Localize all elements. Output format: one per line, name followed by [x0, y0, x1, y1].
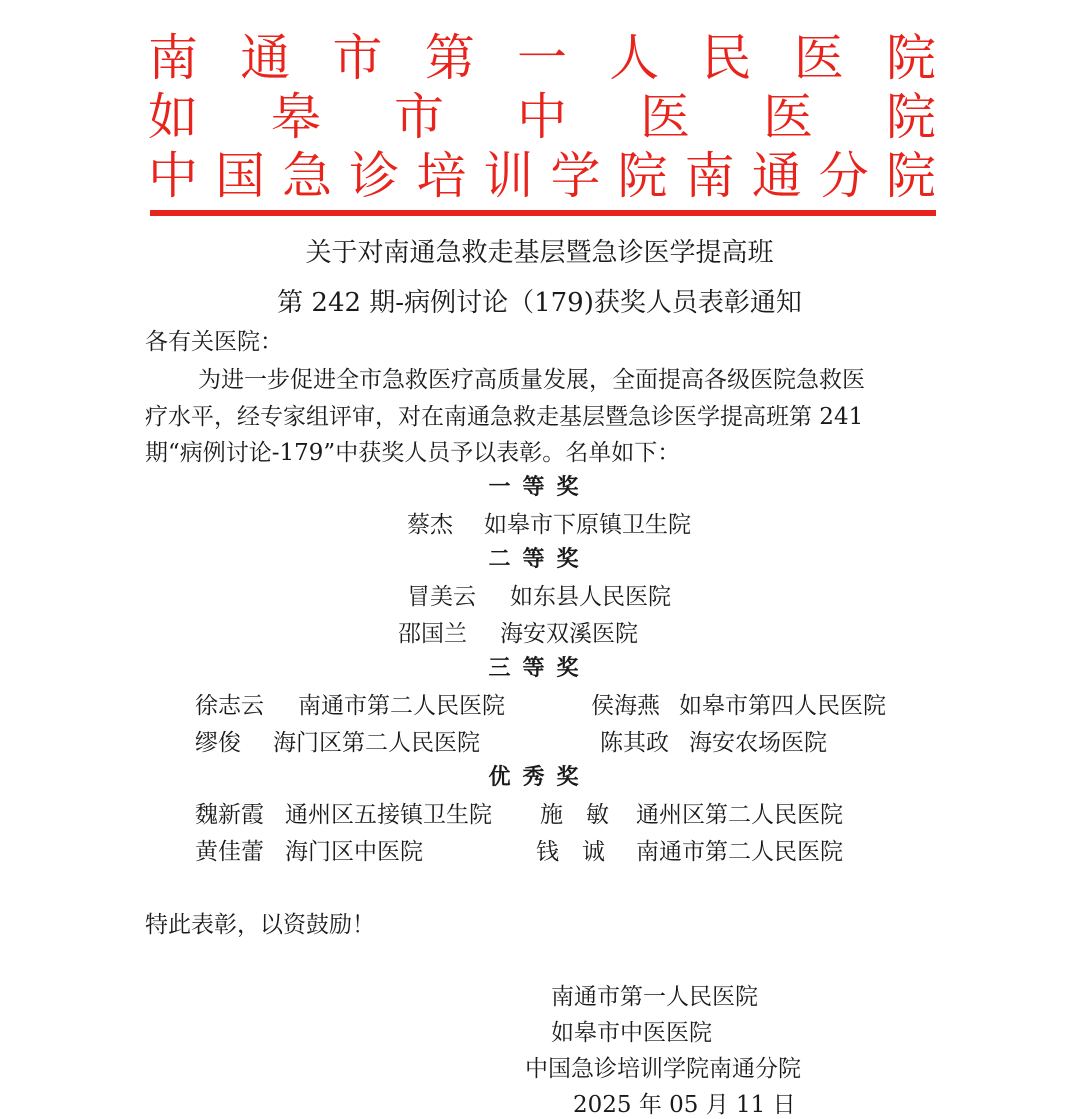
awardee-name: 缪俊 [195, 730, 241, 756]
awardee-hospital: 通州区第二人民医院 [636, 802, 843, 828]
signature-org-1: 南通市第一人民医院 [551, 984, 758, 1010]
signature-org-3: 中国急诊培训学院南通分院 [525, 1056, 801, 1082]
closing-remark: 特此表彰，以资鼓励！ [145, 912, 375, 938]
body-line-2: 疗水平，经专家组评审，对在南通急救走基层暨急诊医学提高班第 241 [145, 404, 864, 430]
awardee-hospital: 如皋市第四人民医院 [679, 693, 886, 719]
awardee-name: 冒美云 [407, 584, 476, 610]
awardee-name: 徐志云 [195, 693, 264, 719]
awardee-name: 魏新霞 [195, 802, 264, 828]
body-line-3: 期“病例讨论-179”中获奖人员予以表彰。名单如下： [145, 440, 681, 466]
awardee-hospital: 南通市第二人民医院 [298, 693, 505, 719]
masthead-line-2: 如 皋 市 中 医 医 院 [148, 88, 936, 146]
awardee-hospital: 通州区五接镇卫生院 [285, 802, 492, 828]
awardee-name: 侯海燕 [591, 693, 660, 719]
salutation: 各有关医院： [145, 329, 283, 355]
second-prize-heading: 二等奖 [488, 547, 591, 572]
awardee-name: 邵国兰 [398, 621, 467, 647]
awardee-name: 施 敏 [540, 802, 609, 828]
awardee-name: 陈其政 [600, 730, 669, 756]
awardee-hospital: 海安双溪医院 [500, 621, 638, 647]
awardee-hospital: 海门区中医院 [285, 839, 423, 865]
notice-title-line-1: 关于对南通急救走基层暨急诊医学提高班 [305, 238, 774, 268]
excellence-award-heading: 优秀奖 [488, 765, 591, 790]
signature-date: 2025 年 05 月 11 日 [573, 1092, 796, 1118]
masthead-line-1: 南 通 市 第 一 人 民 医 院 [148, 29, 936, 87]
red-divider [150, 210, 936, 216]
awardee-hospital: 南通市第二人民医院 [636, 839, 843, 865]
awardee-name: 钱 诚 [536, 839, 605, 865]
awardee-name: 蔡杰 [407, 512, 453, 538]
awardee-hospital: 海门区第二人民医院 [273, 730, 480, 756]
third-prize-heading: 三等奖 [488, 656, 591, 681]
awardee-name: 黄佳蕾 [195, 839, 264, 865]
awardee-hospital: 海安农场医院 [689, 730, 827, 756]
masthead-line-3: 中 国 急 诊 培 训 学 院 南 通 分 院 [148, 147, 936, 205]
awardee-hospital: 如东县人民医院 [510, 584, 671, 610]
awardee-hospital: 如皋市下原镇卫生院 [484, 512, 691, 538]
body-line-1: 为进一步促进全市急救医疗高质量发展，全面提高各级医院急救医 [198, 367, 865, 393]
first-prize-heading: 一等奖 [488, 475, 591, 500]
signature-org-2: 如皋市中医医院 [551, 1020, 712, 1046]
notice-title-line-2: 第 242 期-病例讨论（179)获奖人员表彰通知 [277, 288, 802, 318]
